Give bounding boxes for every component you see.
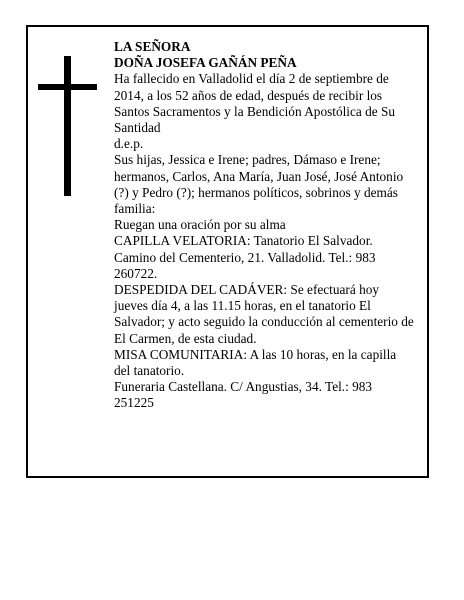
deceased-name: DOÑA JOSEFA GAÑÁN PEÑA — [114, 55, 297, 71]
cross-horizontal-bar — [38, 84, 97, 90]
rip-line: d.e.p. — [114, 136, 144, 152]
chapel-info: CAPILLA VELATORIA: Tanatorio El Salvador. Camino del Cementerio, 21. Valladolid. Tel.: 983 260722. — [114, 233, 376, 281]
farewell-info: DESPEDIDA DEL CADÁVER: Se efectuará hoy jueves día 4, a las 11.15 horas, en el tanatorio El Salvador; y acto seguido la conducción al cementerio de El Carmen, de esta ciudad. — [114, 282, 414, 346]
cross-vertical-bar — [64, 56, 71, 196]
funeral-home-info: Funeraria Castellana. C/ Angustias, 34. Tel.: 983 251225 — [114, 379, 373, 411]
prayer-request: Ruegan una oración por su alma — [114, 217, 286, 233]
mass-info: MISA COMUNITARIA: A las 10 horas, en la capilla del tanatorio. — [114, 346, 397, 379]
notice-title: LA SEÑORA — [114, 39, 191, 54]
family-list: Sus hijas, Jessica e Irene; padres, Dámaso e Irene; hermanos, Carlos, Ana María, Juan José, José Antonio (?) y Pedro (?); hermanos políticos, sobrinos y demás familia: — [114, 152, 404, 217]
obituary-text — [114, 39, 414, 412]
death-statement: Ha fallecido en Valladolid el día 2 de septiembre de 2014, a los 52 años de edad, después de recibir los Santos Sacramentos y la Bendición Apostólica de Su Santidad — [114, 71, 396, 136]
